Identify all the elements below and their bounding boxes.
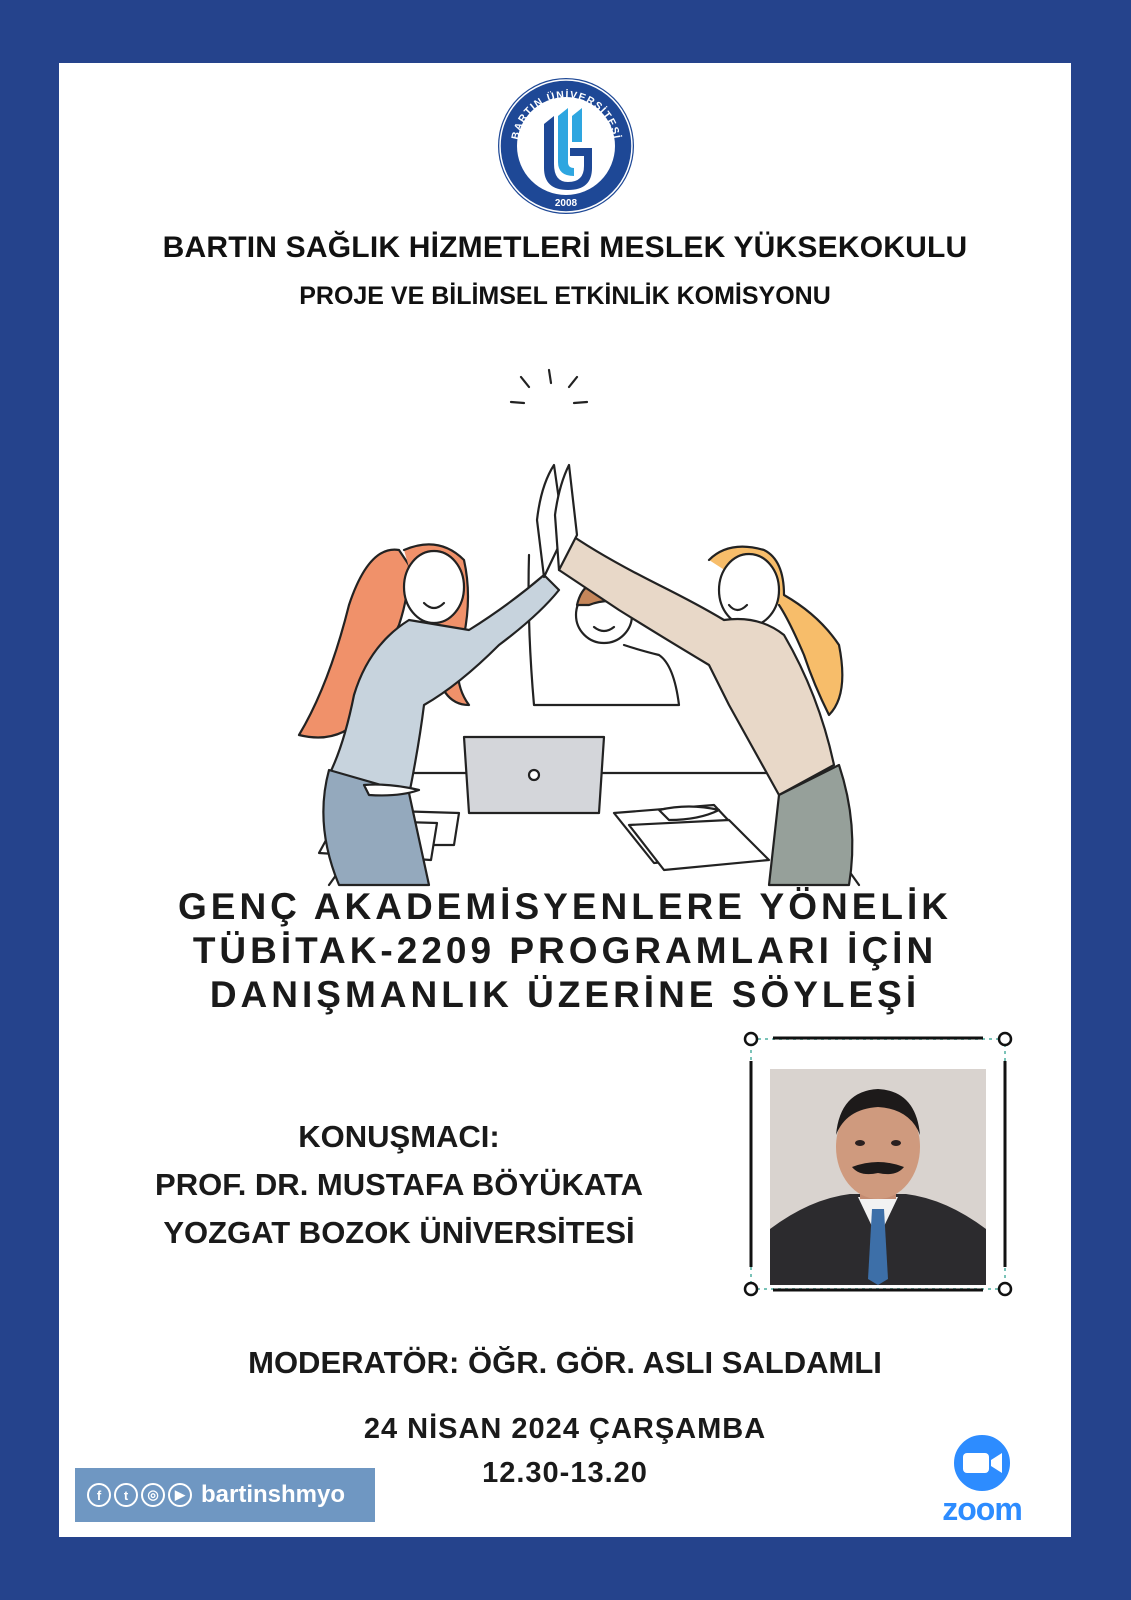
event-time: 12.30-13.20: [482, 1457, 648, 1489]
talk-title-line-1: GENÇ AKADEMİSYENLERE YÖNELİK: [178, 886, 952, 927]
speaker-affiliation: YOZGAT BOZOK ÜNİVERSİTESİ: [163, 1215, 635, 1250]
university-logo: [496, 76, 636, 216]
speaker-info: [119, 1113, 679, 1257]
youtube-icon: ▶: [168, 1483, 192, 1507]
social-media-bar: [75, 1468, 375, 1522]
logo-year: 2008: [554, 198, 578, 209]
logo-ring-text: BARTIN ÜNİVERSİTESİ: [509, 88, 623, 141]
zoom-wordmark: zoom: [942, 1491, 1022, 1527]
speaker-portrait-photo: [770, 1069, 986, 1285]
talk-title: [59, 885, 1071, 1017]
instagram-icon: ◎: [141, 1483, 165, 1507]
facebook-icon: f: [87, 1483, 111, 1507]
speaker-name: PROF. DR. MUSTAFA BÖYÜKATA: [155, 1167, 643, 1202]
zoom-logo: [927, 1433, 1037, 1528]
talk-title-line-2: TÜBİTAK-2209 PROGRAMLARI İÇİN: [192, 930, 938, 971]
institution-title: BARTIN SAĞLIK HİZMETLERİ MESLEK YÜKSEKOKULU: [162, 231, 968, 264]
twitter-icon: t: [114, 1483, 138, 1507]
event-date: 24 NİSAN 2024 ÇARŞAMBA: [363, 1413, 767, 1445]
poster-card: [59, 63, 1071, 1537]
team-high-five-illustration: [259, 365, 879, 895]
speaker-label: KONUŞMACI:: [298, 1119, 500, 1154]
moderator-info: MODERATÖR: ÖĞR. GÖR. ASLI SALDAMLI: [248, 1345, 882, 1380]
commission-title: PROJE VE BİLİMSEL ETKİNLİK KOMİSYONU: [299, 282, 831, 310]
talk-title-line-3: DANIŞMANLIK ÜZERİNE SÖYLEŞİ: [209, 974, 921, 1015]
social-handle: bartinshmyo: [201, 1481, 346, 1508]
